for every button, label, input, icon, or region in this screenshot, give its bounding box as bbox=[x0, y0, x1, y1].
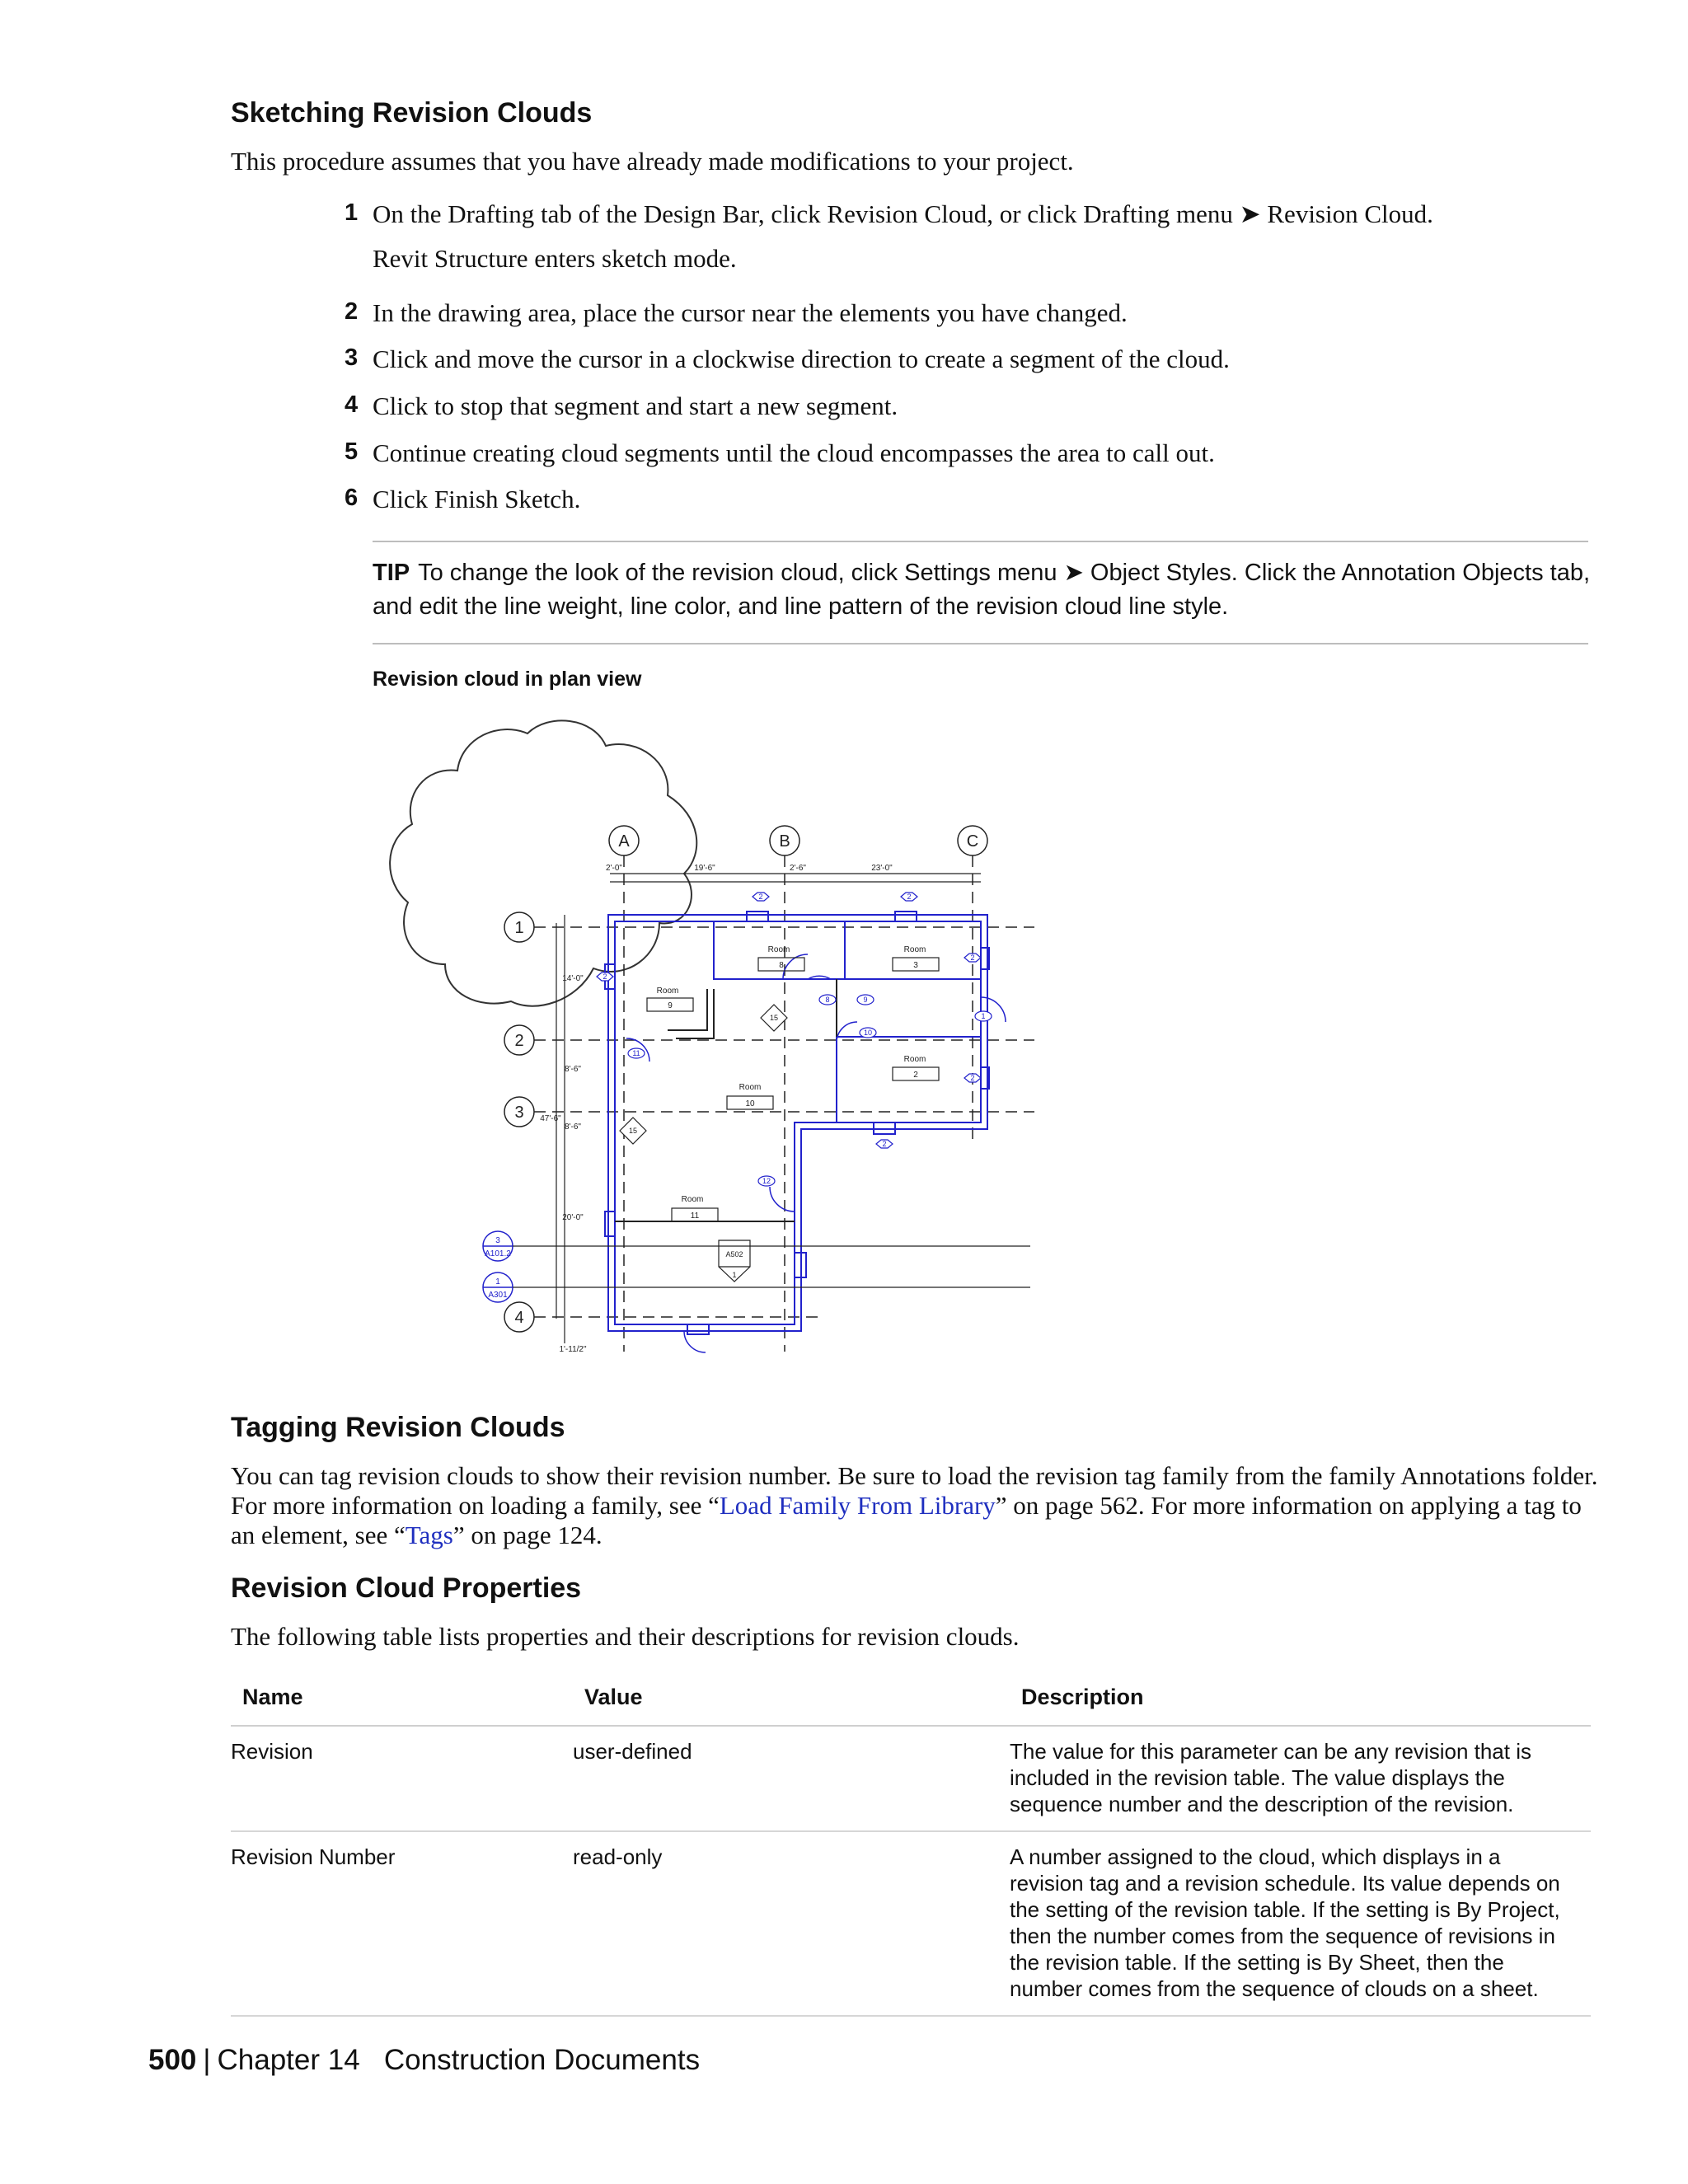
section-tag-sheet: A101.2 bbox=[485, 1249, 511, 1258]
tip-top-rule bbox=[373, 541, 1588, 542]
dim-label: 47'-6" bbox=[540, 1114, 561, 1123]
elevation-tag-bottom: 1 bbox=[732, 1271, 737, 1279]
step-text: Continue creating cloud segments until the cloud encompasses the area to call out. bbox=[373, 438, 1215, 467]
tip-label: TIP bbox=[373, 560, 410, 586]
section-tag-number: 1 bbox=[495, 1277, 500, 1286]
step-number: 3 bbox=[345, 344, 359, 371]
tagging-text: You can tag revision clouds to show their revision number. Be sure to load the revision tag family from the family Annotations folder. For more information on loading a family, see “ bbox=[231, 1461, 1598, 1520]
tip-text: To change the look of the revision cloud, click Settings menu ➤ Object Styles. Click the Annotation Objects tab, and edit the line weight, line color, and line pattern of the revision cloud line style. bbox=[373, 560, 1591, 620]
room-number: 3 bbox=[913, 961, 918, 970]
dim-label: 8'-6" bbox=[565, 1122, 581, 1132]
table-row bbox=[231, 1831, 1591, 2016]
section-tag-number: 3 bbox=[495, 1236, 500, 1245]
room-name: Room bbox=[903, 1055, 926, 1064]
step-number: 2 bbox=[345, 298, 359, 325]
grid-label-2: 2 bbox=[514, 1032, 524, 1050]
window-tag: 2 bbox=[758, 893, 763, 901]
room-number: 2 bbox=[913, 1071, 918, 1080]
page-number: 500 bbox=[148, 2044, 197, 2076]
step-text: Click and move the cursor in a clockwise direction to create a segment of the cloud. bbox=[373, 344, 1230, 373]
step-number: 4 bbox=[345, 391, 359, 418]
cell-description: A number assigned to the cloud, which displays in a revision tag and a revision schedule. Its value depends on the setting of the revision table. If the setting is By Project, then the number comes from the sequence of revisions in the revision table. If the setting is By Sheet, then the number comes from the sequence of clouds on a sheet. bbox=[1010, 1831, 1591, 2016]
table-header-row bbox=[231, 1675, 1591, 1726]
step-number: 6 bbox=[345, 485, 359, 511]
tagging-text: ” on page 124. bbox=[452, 1521, 603, 1549]
cell-value: user-defined bbox=[573, 1726, 1010, 1831]
elevation-tag-top: A502 bbox=[725, 1250, 743, 1258]
wall-tag: 15 bbox=[769, 1014, 779, 1022]
dim-label: 23'-0" bbox=[871, 864, 893, 873]
dim-label: 2'-6" bbox=[790, 864, 806, 873]
tip-bottom-rule bbox=[373, 643, 1588, 644]
door-tag: 1 bbox=[981, 1012, 986, 1020]
step-text: In the drawing area, place the cursor near the elements you have changed. bbox=[373, 298, 1128, 327]
column-header-value: Value bbox=[573, 1675, 1010, 1726]
room-name: Room bbox=[767, 945, 790, 954]
table-row bbox=[231, 1726, 1591, 1831]
tip-box bbox=[373, 556, 1592, 624]
grid-label-3: 3 bbox=[514, 1104, 524, 1122]
dim-label: 2'-0" bbox=[606, 864, 622, 873]
room-name: Room bbox=[681, 1195, 704, 1204]
window-tag: 2 bbox=[603, 972, 607, 981]
dim-label: 19'-6" bbox=[694, 864, 715, 873]
section-heading-sketching: Sketching Revision Clouds bbox=[231, 97, 593, 129]
properties-intro: The following table lists properties and their descriptions for revision clouds. bbox=[231, 1622, 1020, 1651]
door-tag: 12 bbox=[762, 1177, 771, 1185]
room-name: Room bbox=[738, 1083, 762, 1092]
figure-caption: Revision cloud in plan view bbox=[373, 668, 642, 691]
tagging-paragraph bbox=[231, 1461, 1599, 1550]
step-number: 1 bbox=[345, 199, 359, 226]
intro-paragraph: This procedure assumes that you have already made modifications to your project. bbox=[231, 147, 1074, 176]
revision-cloud bbox=[390, 720, 696, 1005]
step-text: On the Drafting tab of the Design Bar, click Revision Cloud, or click Drafting menu ➤ Revision Cloud. bbox=[373, 199, 1433, 228]
page-footer bbox=[148, 2044, 700, 2077]
dim-label: 14'-0" bbox=[562, 974, 584, 983]
wall-tag: 15 bbox=[628, 1127, 638, 1135]
step-text: Click to stop that segment and start a new segment. bbox=[373, 391, 898, 420]
link-load-family[interactable]: Load Family From Library bbox=[719, 1491, 996, 1520]
grid-label-b: B bbox=[779, 832, 790, 851]
door-tag: 11 bbox=[632, 1049, 640, 1057]
grid-label-c: C bbox=[966, 832, 979, 851]
cell-name: Revision bbox=[231, 1726, 573, 1831]
chapter-title: Construction Documents bbox=[383, 2044, 701, 2076]
grid-label-4: 4 bbox=[514, 1309, 524, 1327]
room-number: 8 bbox=[779, 961, 784, 970]
section-heading-properties: Revision Cloud Properties bbox=[231, 1572, 582, 1604]
chapter-label: Chapter 14 bbox=[217, 2044, 360, 2076]
section-heading-tagging: Tagging Revision Clouds bbox=[231, 1412, 565, 1443]
dim-label: 8'-6" bbox=[565, 1065, 581, 1074]
window-tag: 2 bbox=[970, 954, 975, 962]
room-number: 9 bbox=[668, 1001, 673, 1010]
window-tag: 2 bbox=[970, 1074, 975, 1082]
cell-description: The value for this parameter can be any revision that is included in the revision table. The value displays the sequence number and the description of the revision. bbox=[1010, 1726, 1591, 1831]
door-tag: 8 bbox=[825, 996, 830, 1004]
room-name: Room bbox=[903, 945, 926, 954]
properties-table bbox=[231, 1675, 1591, 2017]
step-note: Revit Structure enters sketch mode. bbox=[373, 244, 737, 273]
window-tag: 2 bbox=[907, 893, 912, 901]
room-number: 11 bbox=[690, 1212, 700, 1221]
grid-label-1: 1 bbox=[514, 919, 524, 937]
room-name: Room bbox=[656, 987, 679, 996]
step-text: Click Finish Sketch. bbox=[373, 485, 581, 513]
column-header-description: Description bbox=[1010, 1675, 1591, 1726]
door-tag: 10 bbox=[863, 1029, 873, 1037]
grid-label-a: A bbox=[618, 832, 630, 851]
section-tag-sheet: A301 bbox=[488, 1291, 508, 1300]
room-number: 10 bbox=[745, 1099, 755, 1108]
door-tag: 9 bbox=[863, 996, 868, 1004]
window-tag: 2 bbox=[882, 1140, 887, 1148]
link-tags[interactable]: Tags bbox=[405, 1521, 453, 1549]
column-header-name: Name bbox=[231, 1675, 573, 1726]
dim-label: 20'-0" bbox=[562, 1213, 584, 1222]
plan-view-figure bbox=[387, 717, 1039, 1368]
dim-label: 1'-11/2" bbox=[559, 1345, 587, 1354]
tagging-text: ” on page 562. For more information on applying a tag to an element, see “ bbox=[231, 1491, 1582, 1549]
cell-value: read-only bbox=[573, 1831, 1010, 2016]
footer-separator: | bbox=[203, 2044, 211, 2076]
cell-name: Revision Number bbox=[231, 1831, 573, 2016]
step-number: 5 bbox=[345, 438, 359, 465]
